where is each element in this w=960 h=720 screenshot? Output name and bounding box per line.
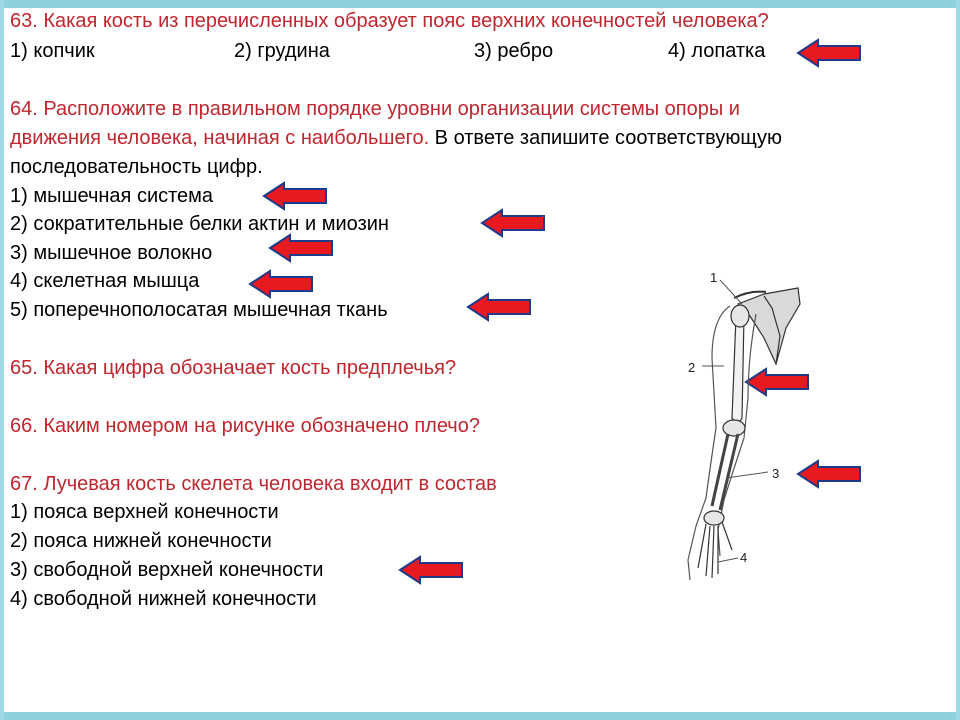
q67-option-1: 1) пояса верхней конечности — [10, 501, 279, 523]
q67-option-2: 2) пояса нижней конечности — [10, 530, 272, 552]
arm-skeleton-drawing — [688, 288, 800, 580]
question-64-line-2-black: В ответе запишите соответствующую — [429, 127, 783, 149]
q63-option-3: 3) ребро — [474, 40, 554, 62]
question-66: 66. Каким номером на рисунке обозначено плечо? — [10, 415, 480, 437]
slide-frame-right — [956, 0, 960, 720]
answer-arrow-icon — [268, 233, 334, 263]
answer-arrow-icon — [248, 269, 314, 299]
question-64-line-3: последовательность цифр. — [10, 156, 263, 178]
figure-label-2: 2 — [688, 360, 696, 375]
question-63: 63. Какая кость из перечисленных образует пояс верхних конечностей человека? — [10, 10, 769, 32]
question-67: 67. Лучевая кость скелета человека входит в состав — [10, 473, 497, 495]
answer-arrow-icon — [466, 292, 532, 322]
figure-label-1: 1 — [710, 270, 718, 285]
figure-label-3: 3 — [772, 466, 780, 481]
q67-option-4: 4) свободной нижней конечности — [10, 588, 317, 610]
q64-option-3: 3) мышечное волокно — [10, 242, 213, 264]
slide-frame-bottom — [0, 712, 960, 720]
q63-option-4: 4) лопатка — [668, 40, 766, 62]
slide-frame-top — [0, 0, 960, 8]
question-64-line-2 — [10, 125, 782, 151]
question-65: 65. Какая цифра обозначает кость предплечья? — [10, 357, 457, 379]
q63-option-2: 2) грудина — [234, 40, 330, 62]
q67-option-3: 3) свободной верхней конечности — [10, 559, 324, 581]
arm-skeleton-figure — [668, 268, 880, 590]
answer-arrow-icon — [796, 38, 862, 68]
question-64-line-2-red: движения человека, начиная с наибольшего. — [10, 127, 430, 149]
figure-label-4: 4 — [740, 550, 748, 565]
q64-option-5: 5) поперечнополосатая мышечная ткань — [10, 299, 388, 321]
q64-option-2: 2) сократительные белки актин и миозин — [10, 213, 389, 235]
answer-arrow-icon — [262, 181, 328, 211]
answer-arrow-icon — [480, 208, 546, 238]
answer-arrow-icon — [398, 555, 464, 585]
q63-option-1: 1) копчик — [10, 40, 95, 62]
question-64-line-1: 64. Расположите в правильном порядке уровни организации системы опоры и — [10, 98, 740, 120]
q64-option-4: 4) скелетная мышца — [10, 270, 200, 292]
q64-option-1: 1) мышечная система — [10, 185, 214, 207]
